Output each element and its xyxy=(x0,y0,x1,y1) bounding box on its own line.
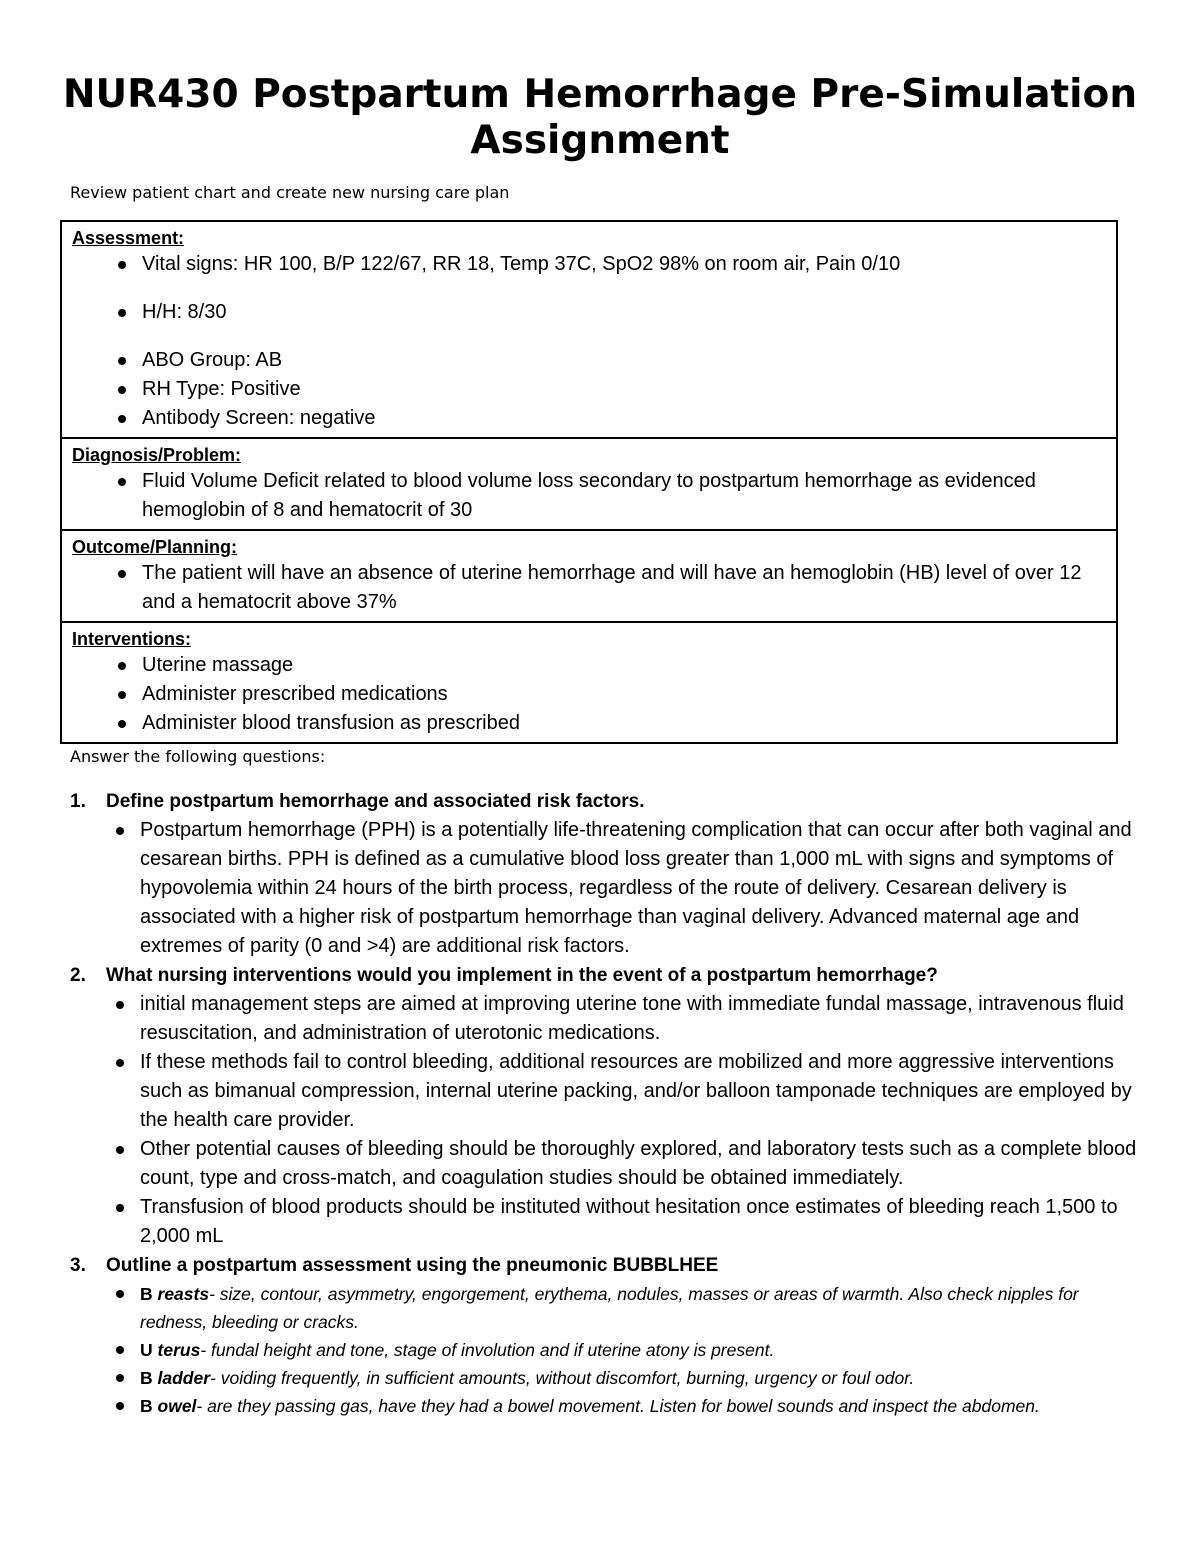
list-item: Postpartum hemorrhage (PPH) is a potentially life-threatening complication that can occur after both vaginal and cesarean births. PPH is defined as a cumulative blood loss greater than 1,000 mL with signs and symptoms of hypovolemia within 24 hours of the birth process, regardless of the route of delivery. Cesarean delivery is associated with a higher risk of postpartum hemorrhage than vaginal delivery. Advanced maternal age and extremes of parity (0 and >4) are additional risk factors. xyxy=(70,816,1140,961)
outcome-section xyxy=(62,531,1116,623)
care-plan-table xyxy=(60,220,1118,744)
bullet-icon xyxy=(118,720,126,728)
bullet-icon xyxy=(118,570,126,578)
list-item: Antibody Screen: negative xyxy=(72,404,1106,433)
list-item: Administer prescribed medications xyxy=(72,680,1106,709)
list-item: H/H: 8/30 xyxy=(72,298,1106,327)
assessment-list xyxy=(72,250,1106,433)
list-item: ABO Group: AB xyxy=(72,346,1106,375)
interventions-list xyxy=(72,651,1106,738)
list-item: The patient will have an absence of uterine hemorrhage and will have an hemoglobin (HB) level of over 12 and a hematocrit above 37% xyxy=(72,559,1106,617)
bullet-icon xyxy=(118,478,126,486)
list-item: initial management steps are aimed at improving uterine tone with immediate fundal massage, intravenous fluid resuscitation, and administration of uterotonic medications. xyxy=(70,990,1140,1048)
assessment-title: Assessment: xyxy=(72,228,185,248)
question-heading: 3. Outline a postpartum assessment using the pneumonic BUBBLHEE xyxy=(70,1255,719,1276)
question-heading: 1. Define postpartum hemorrhage and associated risk factors. xyxy=(70,791,645,812)
document-title xyxy=(60,72,1140,164)
list-item: If these methods fail to control bleeding, additional resources are mobilized and more aggressive interventions such as bimanual compression, internal uterine packing, and/or balloon tamponade techniques are employed by the health care provider. xyxy=(70,1048,1140,1135)
list-item: U terus- fundal height and tone, stage of involution and if uterine atony is present. xyxy=(70,1336,1140,1364)
bullet-icon xyxy=(116,1146,124,1154)
interventions-title: Interventions: xyxy=(72,629,192,649)
title-line-2: Assignment xyxy=(470,118,730,163)
bullet-icon xyxy=(116,1402,124,1410)
interventions-section xyxy=(62,623,1116,742)
answers-lead-text: Answer the following questions: xyxy=(70,747,326,766)
bullet-icon xyxy=(116,1374,124,1382)
question-3 xyxy=(70,1251,1140,1420)
answer-list xyxy=(70,816,1140,961)
bullet-icon xyxy=(118,691,126,699)
diagnosis-section xyxy=(62,439,1116,531)
question-heading: 2. What nursing interventions would you implement in the event of a postpartum hemorrhage? xyxy=(70,965,938,986)
bubble-list xyxy=(70,1280,1140,1420)
list-item: B ladder- voiding frequently, in sufficient amounts, without discomfort, burning, urgency or foul odor. xyxy=(70,1364,1140,1392)
diagnosis-title: Diagnosis/Problem: xyxy=(72,445,242,465)
diagnosis-list xyxy=(72,467,1106,525)
list-item: B reasts- size, contour, asymmetry, engorgement, erythema, nodules, masses or areas of warmth. Also check nipples for redness, bleeding or cracks. xyxy=(70,1280,1140,1336)
list-item: B owel- are they passing gas, have they had a bowel movement. Listen for bowel sounds and inspect the abdomen. xyxy=(70,1392,1140,1420)
assessment-section xyxy=(62,222,1116,439)
bullet-icon xyxy=(116,1204,124,1212)
list-item: Administer blood transfusion as prescribed xyxy=(72,709,1106,738)
bullet-icon xyxy=(116,1290,124,1298)
answer-list xyxy=(70,990,1140,1251)
bullet-icon xyxy=(116,827,124,835)
list-item: Uterine massage xyxy=(72,651,1106,680)
bullet-icon xyxy=(118,309,126,317)
list-item: Vital signs: HR 100, B/P 122/67, RR 18, Temp 37C, SpO2 98% on room air, Pain 0/10 xyxy=(72,250,1106,279)
bullet-icon xyxy=(118,415,126,423)
outcome-list xyxy=(72,559,1106,617)
bullet-icon xyxy=(118,357,126,365)
list-item: Fluid Volume Deficit related to blood volume loss secondary to postpartum hemorrhage as evidenced hemoglobin of 8 and hematocrit of 30 xyxy=(72,467,1106,525)
title-line-1: NUR430 Postpartum Hemorrhage Pre-Simulation xyxy=(62,72,1138,117)
question-2 xyxy=(70,961,1140,1251)
list-item: Transfusion of blood products should be instituted without hesitation once estimates of bleeding reach 1,500 to 2,000 mL xyxy=(70,1193,1140,1251)
bullet-icon xyxy=(116,1059,124,1067)
list-item: RH Type: Positive xyxy=(72,375,1106,404)
bullet-icon xyxy=(118,662,126,670)
bullet-icon xyxy=(118,386,126,394)
bullet-icon xyxy=(116,1346,124,1354)
questions-list xyxy=(70,787,1140,1420)
list-item: Other potential causes of bleeding should be thoroughly explored, and laboratory tests such as a complete blood count, type and cross-match, and coagulation studies should be obtained immediately. xyxy=(70,1135,1140,1193)
instruction-text: Review patient chart and create new nursing care plan xyxy=(70,183,510,202)
outcome-title: Outcome/Planning: xyxy=(72,537,238,557)
question-1 xyxy=(70,787,1140,961)
bullet-icon xyxy=(116,1001,124,1009)
bullet-icon xyxy=(118,261,126,269)
